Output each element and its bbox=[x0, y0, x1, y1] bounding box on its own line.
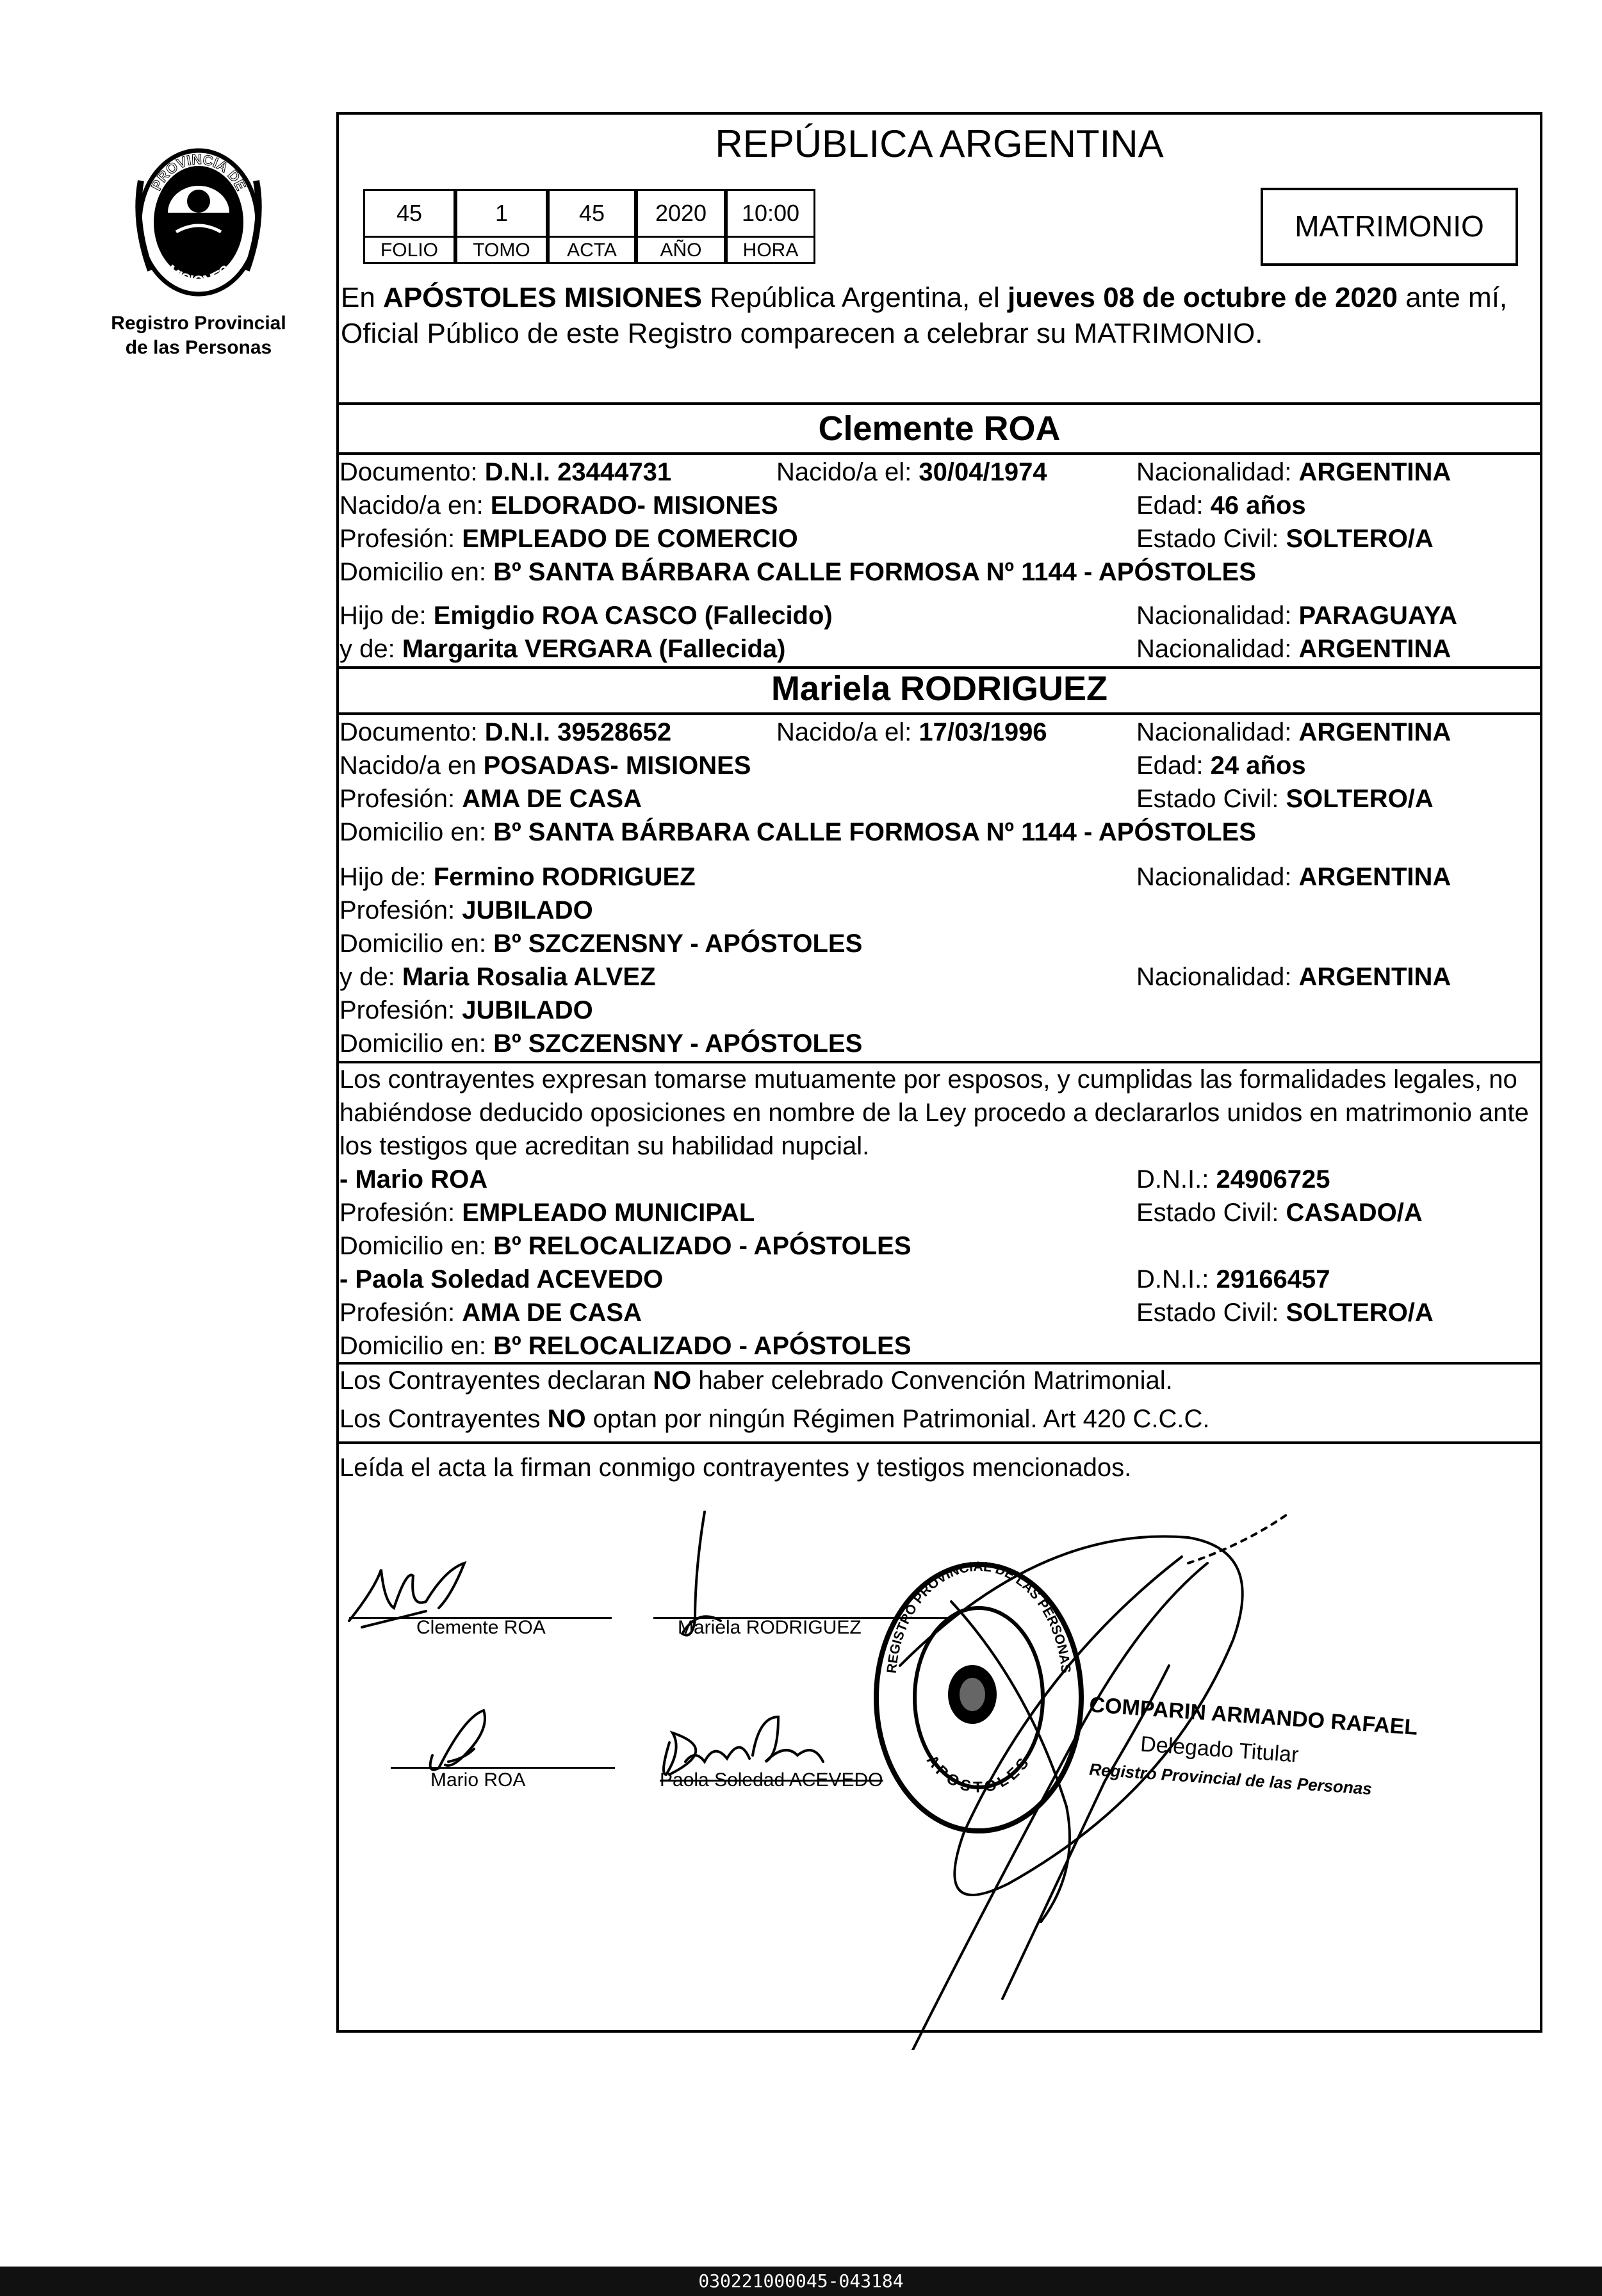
divider bbox=[336, 452, 1542, 455]
document-code: 030221000045-043184 bbox=[698, 2270, 904, 2292]
hora-label: HORA bbox=[726, 236, 815, 264]
declaration-line3: los testigos que acreditan su habilidad nupcial. bbox=[339, 1132, 870, 1160]
svg-text:REGISTRO PROVINCIAL DE LAS PER bbox=[885, 1559, 1074, 1674]
spouse2-nacido-el: Nacido/a el: 17/03/1996 bbox=[776, 718, 1047, 746]
logo-caption-line2: de las Personas bbox=[125, 337, 272, 358]
spouse2-padre-nacionalidad: Nacionalidad: ARGENTINA bbox=[1136, 863, 1451, 891]
spouse2-edad: Edad: 24 años bbox=[1136, 751, 1306, 780]
svg-text:APOSTOLES bbox=[923, 1752, 1034, 1796]
official-stamp bbox=[870, 1557, 1088, 1839]
spouse2-estado-civil: Estado Civil: SOLTERO/A bbox=[1136, 785, 1434, 813]
witness1-profesion: Profesión: EMPLEADO MUNICIPAL bbox=[339, 1199, 755, 1227]
spouse2-documento: Documento: D.N.I. 39528652 bbox=[339, 718, 672, 746]
witness2-dni: D.N.I.: 29166457 bbox=[1136, 1265, 1330, 1293]
spouse1-nacido-en: Nacido/a en: ELDORADO- MISIONES bbox=[339, 491, 778, 520]
intro-line2: Oficial Público de este Registro comparecen a celebrar su MATRIMONIO. bbox=[341, 318, 1263, 349]
witness2-profesion: Profesión: AMA DE CASA bbox=[339, 1299, 642, 1327]
divider bbox=[336, 402, 1542, 405]
spouse2-padre-domicilio: Domicilio en: Bº SZCZENSNY - APÓSTOLES bbox=[339, 930, 863, 958]
acta-label: ACTA bbox=[548, 236, 636, 264]
spouse2-madre-profesion: Profesión: JUBILADO bbox=[339, 996, 593, 1024]
signature-label-paola: Paola Soledad ACEVEDO bbox=[660, 1769, 883, 1791]
logo-seal-top-text: PROVINCIA DE bbox=[147, 151, 250, 193]
folio-value: 45 bbox=[363, 189, 455, 238]
declaration-line2: habiéndose deducido oposiciones en nombre de la Ley procedo a declararlos unidos en matrimonio ante bbox=[339, 1099, 1529, 1127]
witness1-domicilio: Domicilio en: Bº RELOCALIZADO - APÓSTOLES bbox=[339, 1232, 911, 1260]
stamp-official-org: Registro Provincial de las Personas bbox=[1088, 1759, 1373, 1799]
spouse1-edad: Edad: 46 años bbox=[1136, 491, 1306, 520]
witness2-estado-civil: Estado Civil: SOLTERO/A bbox=[1136, 1299, 1434, 1327]
logo-caption-line1: Registro Provincial bbox=[111, 313, 286, 334]
declaration-line1: Los contrayentes expresan tomarse mutuamente por esposos, y cumplidas las formalidades legales, no bbox=[339, 1065, 1517, 1094]
svg-text:MISIONES bbox=[162, 261, 234, 290]
signature-scribbles bbox=[336, 1473, 1297, 2050]
tomo-label: TOMO bbox=[455, 236, 548, 264]
witness2-name: - Paola Soledad ACEVEDO bbox=[339, 1265, 664, 1293]
spouse1-padre: Hijo de: Emigdio ROA CASCO (Fallecido) bbox=[339, 602, 833, 630]
signature-label-mariela: Mariela RODRIGUEZ bbox=[678, 1617, 862, 1638]
intro-line1: En APÓSTOLES MISIONES República Argentina, el jueves 08 de octubre de 2020 ante mí, bbox=[341, 282, 1508, 313]
spouse2-name: Mariela RODRIGUEZ bbox=[771, 669, 1108, 708]
spouse1-nacido-el: Nacido/a el: 30/04/1974 bbox=[776, 458, 1047, 486]
witness1-estado-civil: Estado Civil: CASADO/A bbox=[1136, 1199, 1423, 1227]
spouse1-estado-civil: Estado Civil: SOLTERO/A bbox=[1136, 525, 1434, 553]
witness2-domicilio: Domicilio en: Bº RELOCALIZADO - APÓSTOLES bbox=[339, 1332, 911, 1360]
folio-label: FOLIO bbox=[363, 236, 455, 264]
hora-value: 10:00 bbox=[726, 189, 815, 238]
spouse1-name: Clemente ROA bbox=[818, 409, 1061, 448]
ano-value: 2020 bbox=[636, 189, 726, 238]
divider bbox=[336, 712, 1542, 715]
spouse2-padre: Hijo de: Fermino RODRIGUEZ bbox=[339, 863, 696, 891]
stamp-official-name: COMPARIN ARMANDO RAFAEL bbox=[1088, 1693, 1419, 1740]
spouse1-domicilio: Domicilio en: Bº SANTA BÁRBARA CALLE FORMOSA Nº 1144 - APÓSTOLES bbox=[339, 558, 1256, 586]
witness1-dni: D.N.I.: 24906725 bbox=[1136, 1165, 1330, 1193]
divider bbox=[336, 1441, 1542, 1444]
spouse2-padre-profesion: Profesión: JUBILADO bbox=[339, 896, 593, 924]
spouse2-madre: y de: Maria Rosalia ALVEZ bbox=[339, 963, 656, 991]
signature-label-clemente: Clemente ROA bbox=[416, 1617, 546, 1638]
spouse2-nacido-en: Nacido/a en POSADAS- MISIONES bbox=[339, 751, 751, 780]
spouse1-documento: Documento: D.N.I. 23444731 bbox=[339, 458, 672, 486]
footer-bar bbox=[0, 2267, 1602, 2296]
spouse2-domicilio: Domicilio en: Bº SANTA BÁRBARA CALLE FORMOSA Nº 1144 - APÓSTOLES bbox=[339, 818, 1256, 846]
signature-label-mario: Mario ROA bbox=[430, 1769, 526, 1791]
spouse1-madre: y de: Margarita VERGARA (Fallecida) bbox=[339, 635, 786, 663]
spouse2-madre-nacionalidad: Nacionalidad: ARGENTINA bbox=[1136, 963, 1451, 991]
record-type-box: MATRIMONIO bbox=[1261, 188, 1518, 266]
acta-value: 45 bbox=[548, 189, 636, 238]
intro-date: jueves 08 de octubre de 2020 bbox=[1007, 282, 1398, 313]
intro-place: APÓSTOLES MISIONES bbox=[383, 282, 702, 313]
closing-text: Leída el acta la firman conmigo contrayentes y testigos mencionados. bbox=[339, 1454, 1132, 1482]
convention-line1: Los Contrayentes declaran NO haber celebrado Convención Matrimonial. bbox=[339, 1366, 1173, 1395]
spouse1-madre-nacionalidad: Nacionalidad: ARGENTINA bbox=[1136, 635, 1451, 663]
spouse1-nacionalidad: Nacionalidad: ARGENTINA bbox=[1136, 458, 1451, 486]
witness1-name: - Mario ROA bbox=[339, 1165, 488, 1193]
page-title: REPÚBLICA ARGENTINA bbox=[715, 122, 1164, 165]
svg-text:PROVINCIA DE bbox=[148, 151, 249, 193]
stamp-ring-text: REGISTRO PROVINCIAL DE LAS PERSONAS bbox=[884, 1559, 1074, 1675]
spouse2-nacionalidad: Nacionalidad: ARGENTINA bbox=[1136, 718, 1451, 746]
spouse2-madre-domicilio: Domicilio en: Bº SZCZENSNY - APÓSTOLES bbox=[339, 1029, 863, 1058]
convention-line2: Los Contrayentes NO optan por ningún Régimen Patrimonial. Art 420 C.C.C. bbox=[339, 1405, 1210, 1433]
spouse2-profesion: Profesión: AMA DE CASA bbox=[339, 785, 642, 813]
logo-seal-lettering bbox=[122, 142, 275, 302]
spouse1-padre-nacionalidad: Nacionalidad: PARAGUAYA bbox=[1136, 602, 1457, 630]
spouse1-profesion: Profesión: EMPLEADO DE COMERCIO bbox=[339, 525, 798, 553]
tomo-value: 1 bbox=[455, 189, 548, 238]
stamp-bottom-text: APOSTOLES bbox=[922, 1751, 1035, 1796]
logo-seal-bottom-text: MISIONES bbox=[162, 261, 235, 291]
stamp-official-title: Delegado Titular bbox=[1140, 1732, 1300, 1767]
ano-label: AÑO bbox=[636, 236, 726, 264]
